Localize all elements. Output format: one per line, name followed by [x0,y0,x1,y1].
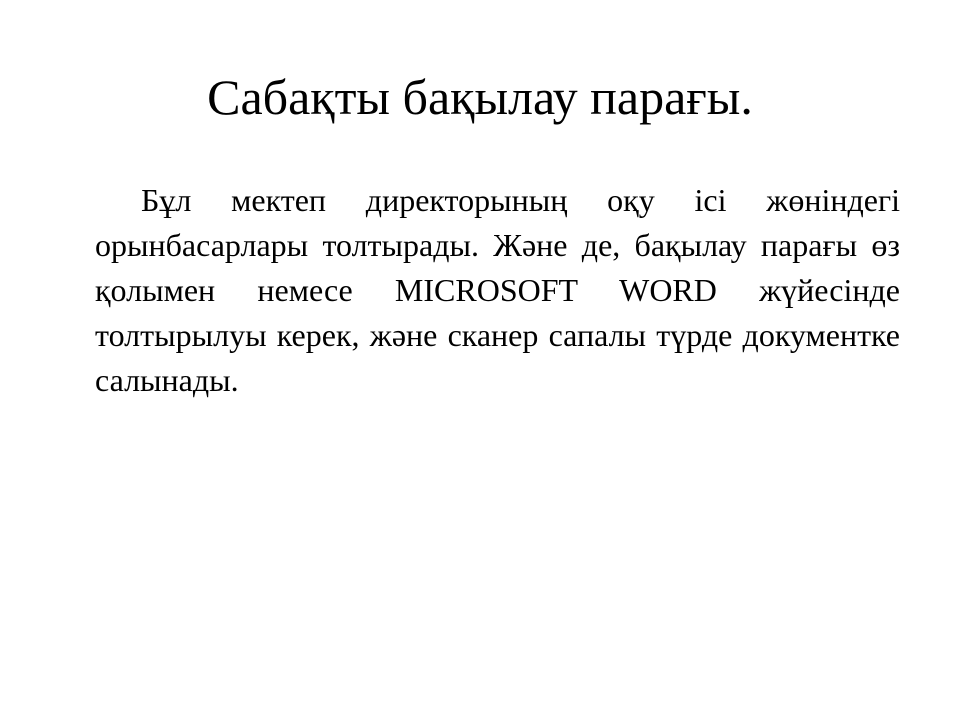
slide-title: Сабақты бақылау парағы. [207,69,753,125]
slide-body-text: Бұл мектеп директорының оқу ісі жөніндегі орынбасарлары толтырады. Және де, бақылау парағы өз қолымен немесе MICROSOFT WORD жүйесінде толтырылуы керек, және сканер сапалы түрде документке салынады. [95,182,900,398]
